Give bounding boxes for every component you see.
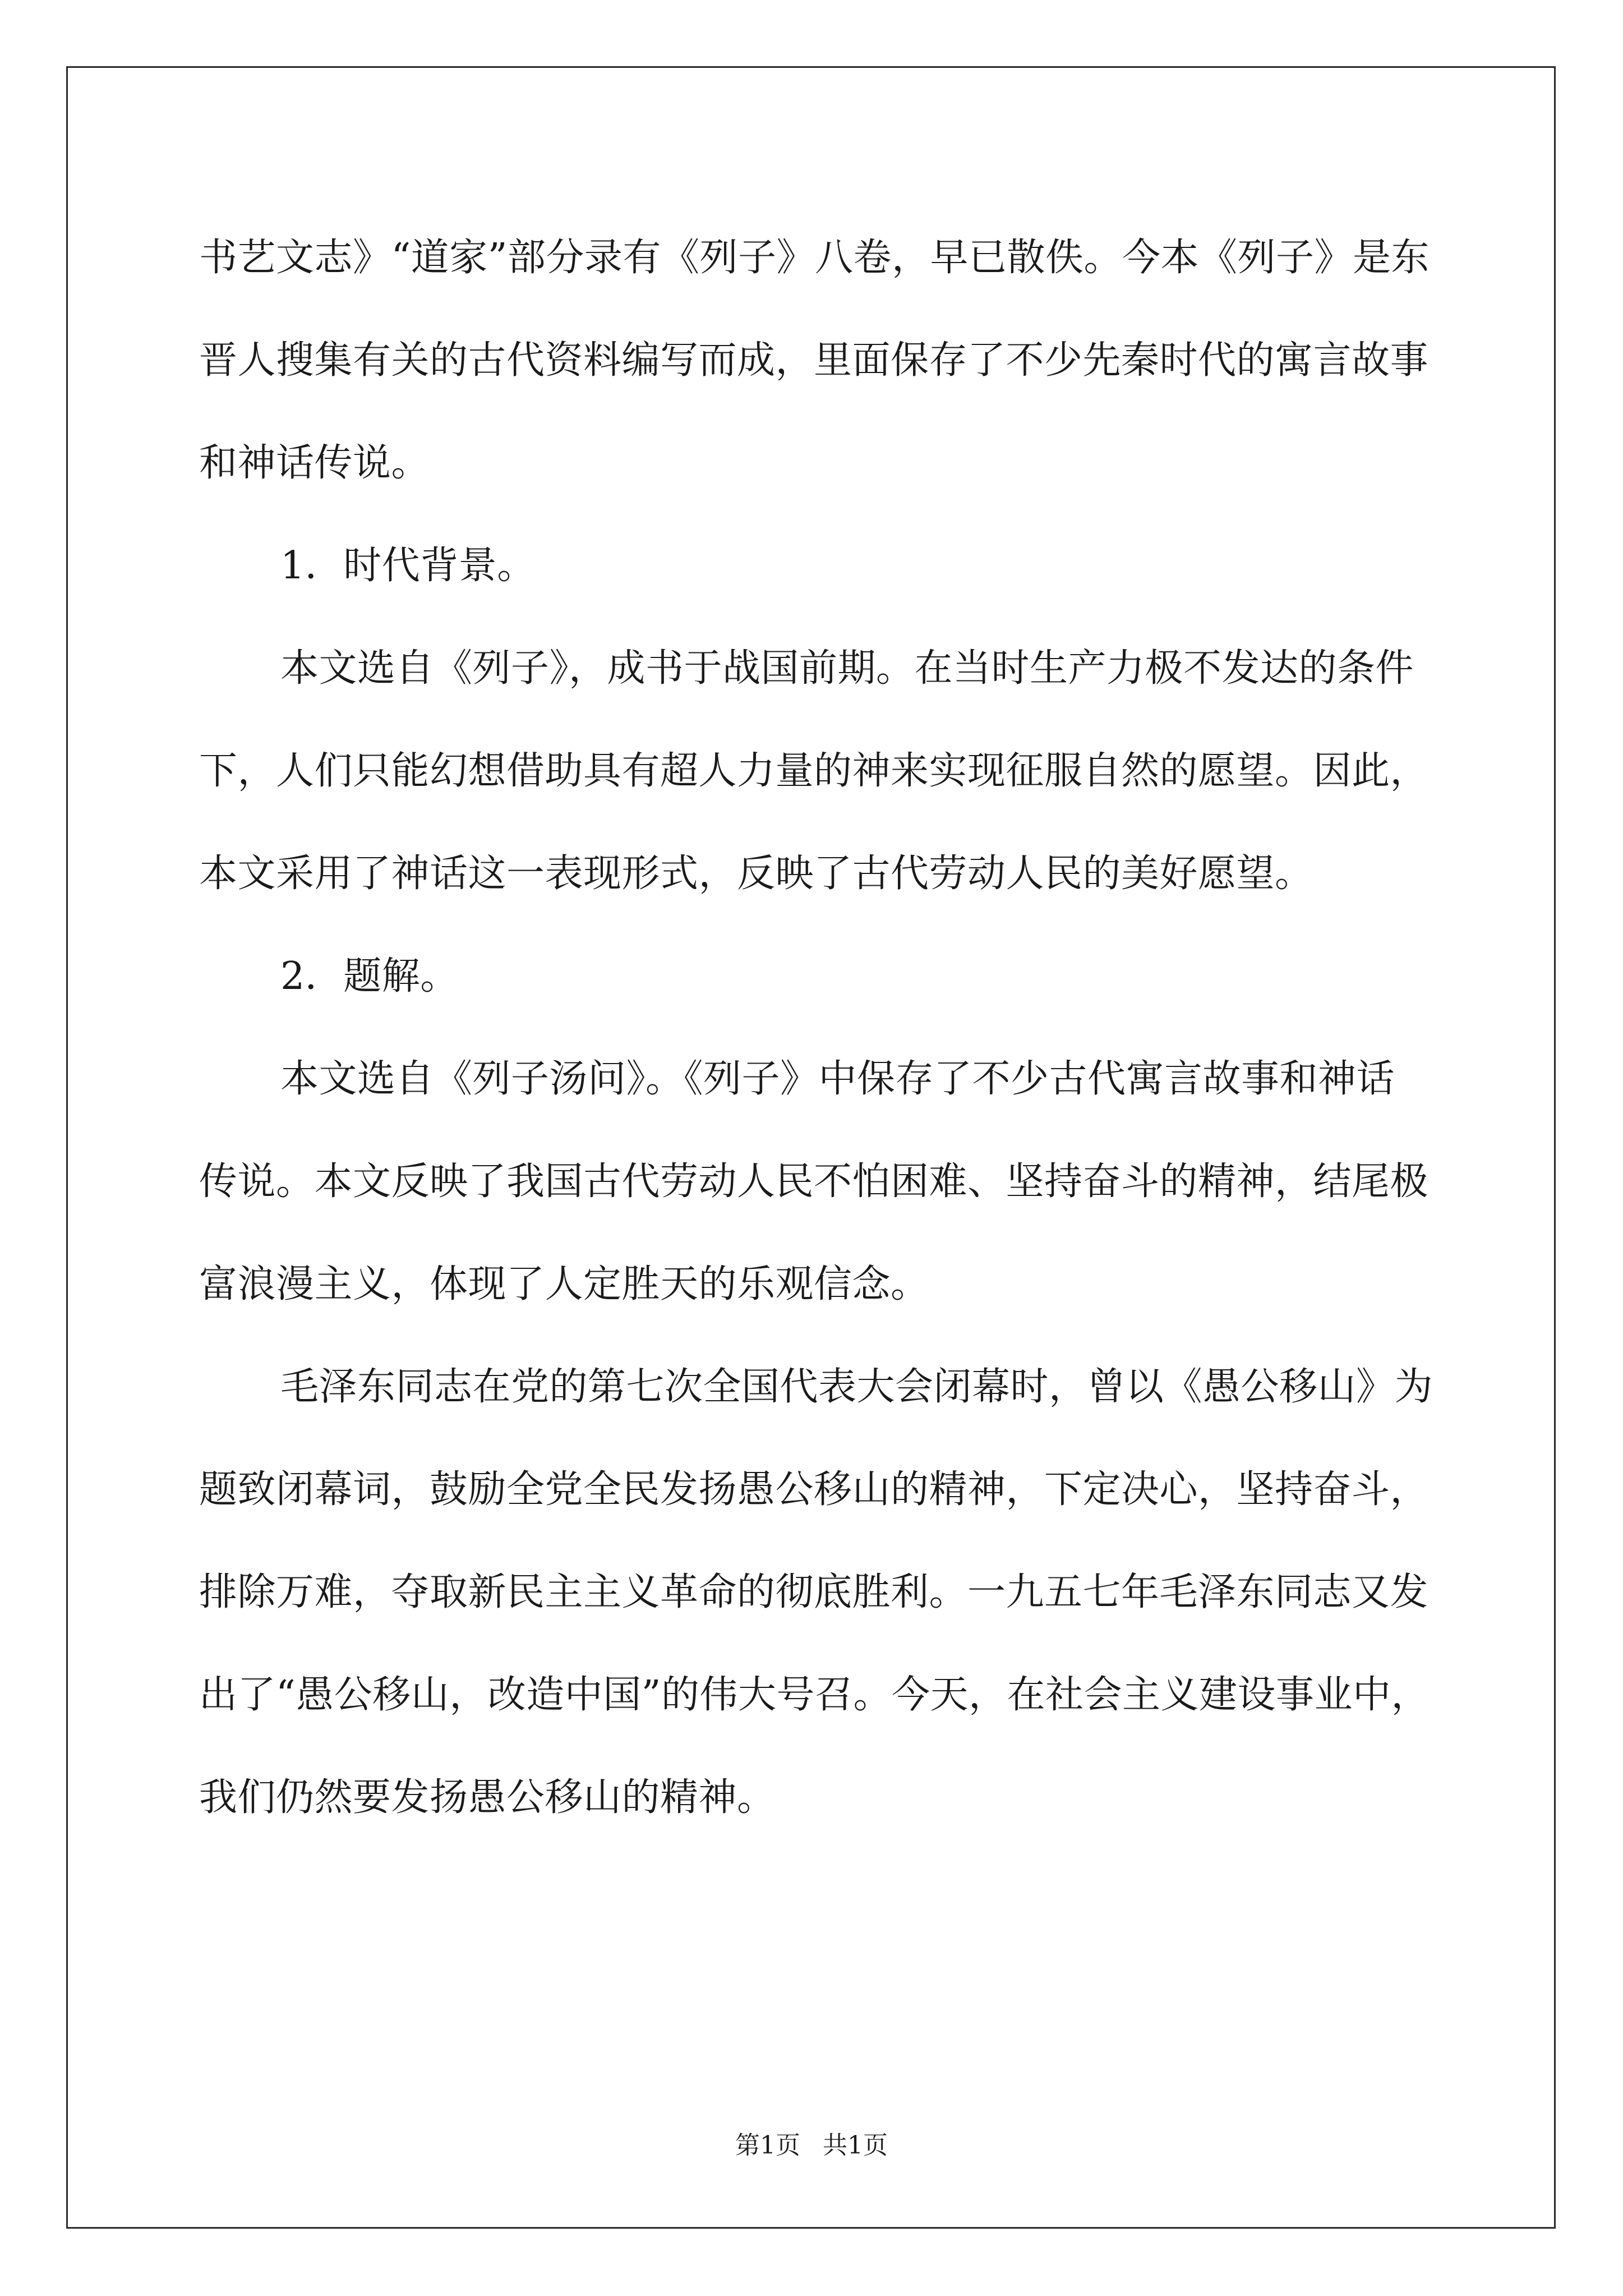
paragraph-significance: 毛泽东同志在党的第七次全国代表大会闭幕时，曾以《愚公移山》为题致闭幕词，鼓励全党全民发扬愚公移山的精神，下定决心，坚持奋斗，排除万难，夺取新民主主义革命的彻底胜利。一九五七年毛泽东同志又发出了“愚公移山，改造中国”的伟大号召。今天，在社会主义建设事业中，我们仍然要发扬愚公移山的精神。 xyxy=(199,1365,1433,1820)
paragraph-intro: 书艺文志》“道家”部分录有《列子》八卷，早已散佚。今本《列子》是东晋人搜集有关的古代资料编写而成，里面保存了不少先秦时代的寓言故事和神话传说。 xyxy=(199,236,1430,485)
page-number-total: 共1页 xyxy=(823,2131,888,2160)
page-number-current: 第1页 xyxy=(735,2131,800,2160)
document-body xyxy=(199,206,1433,1849)
paragraph-title-explanation: 本文选自《列子汤问》。《列子》中保存了不少古代寓言故事和神话传说。本文反映了我国古代劳动人民不怕困难、坚持奋斗的精神，结尾极富浪漫主义，体现了人定胜天的乐观信念。 xyxy=(199,1057,1429,1306)
page-footer xyxy=(0,2129,1623,2162)
paragraph-background: 本文选自《列子》，成书于战国前期。在当时生产力极不发达的条件下，人们只能幻想借助具有超人力量的神来实现征服自然的愿望。因此，本文采用了神话这一表现形式，反映了古代劳动人民的美好愿望。 xyxy=(199,646,1429,896)
heading-background: 1．时代背景。 xyxy=(280,544,536,588)
heading-title-explanation: 2．题解。 xyxy=(280,954,459,999)
